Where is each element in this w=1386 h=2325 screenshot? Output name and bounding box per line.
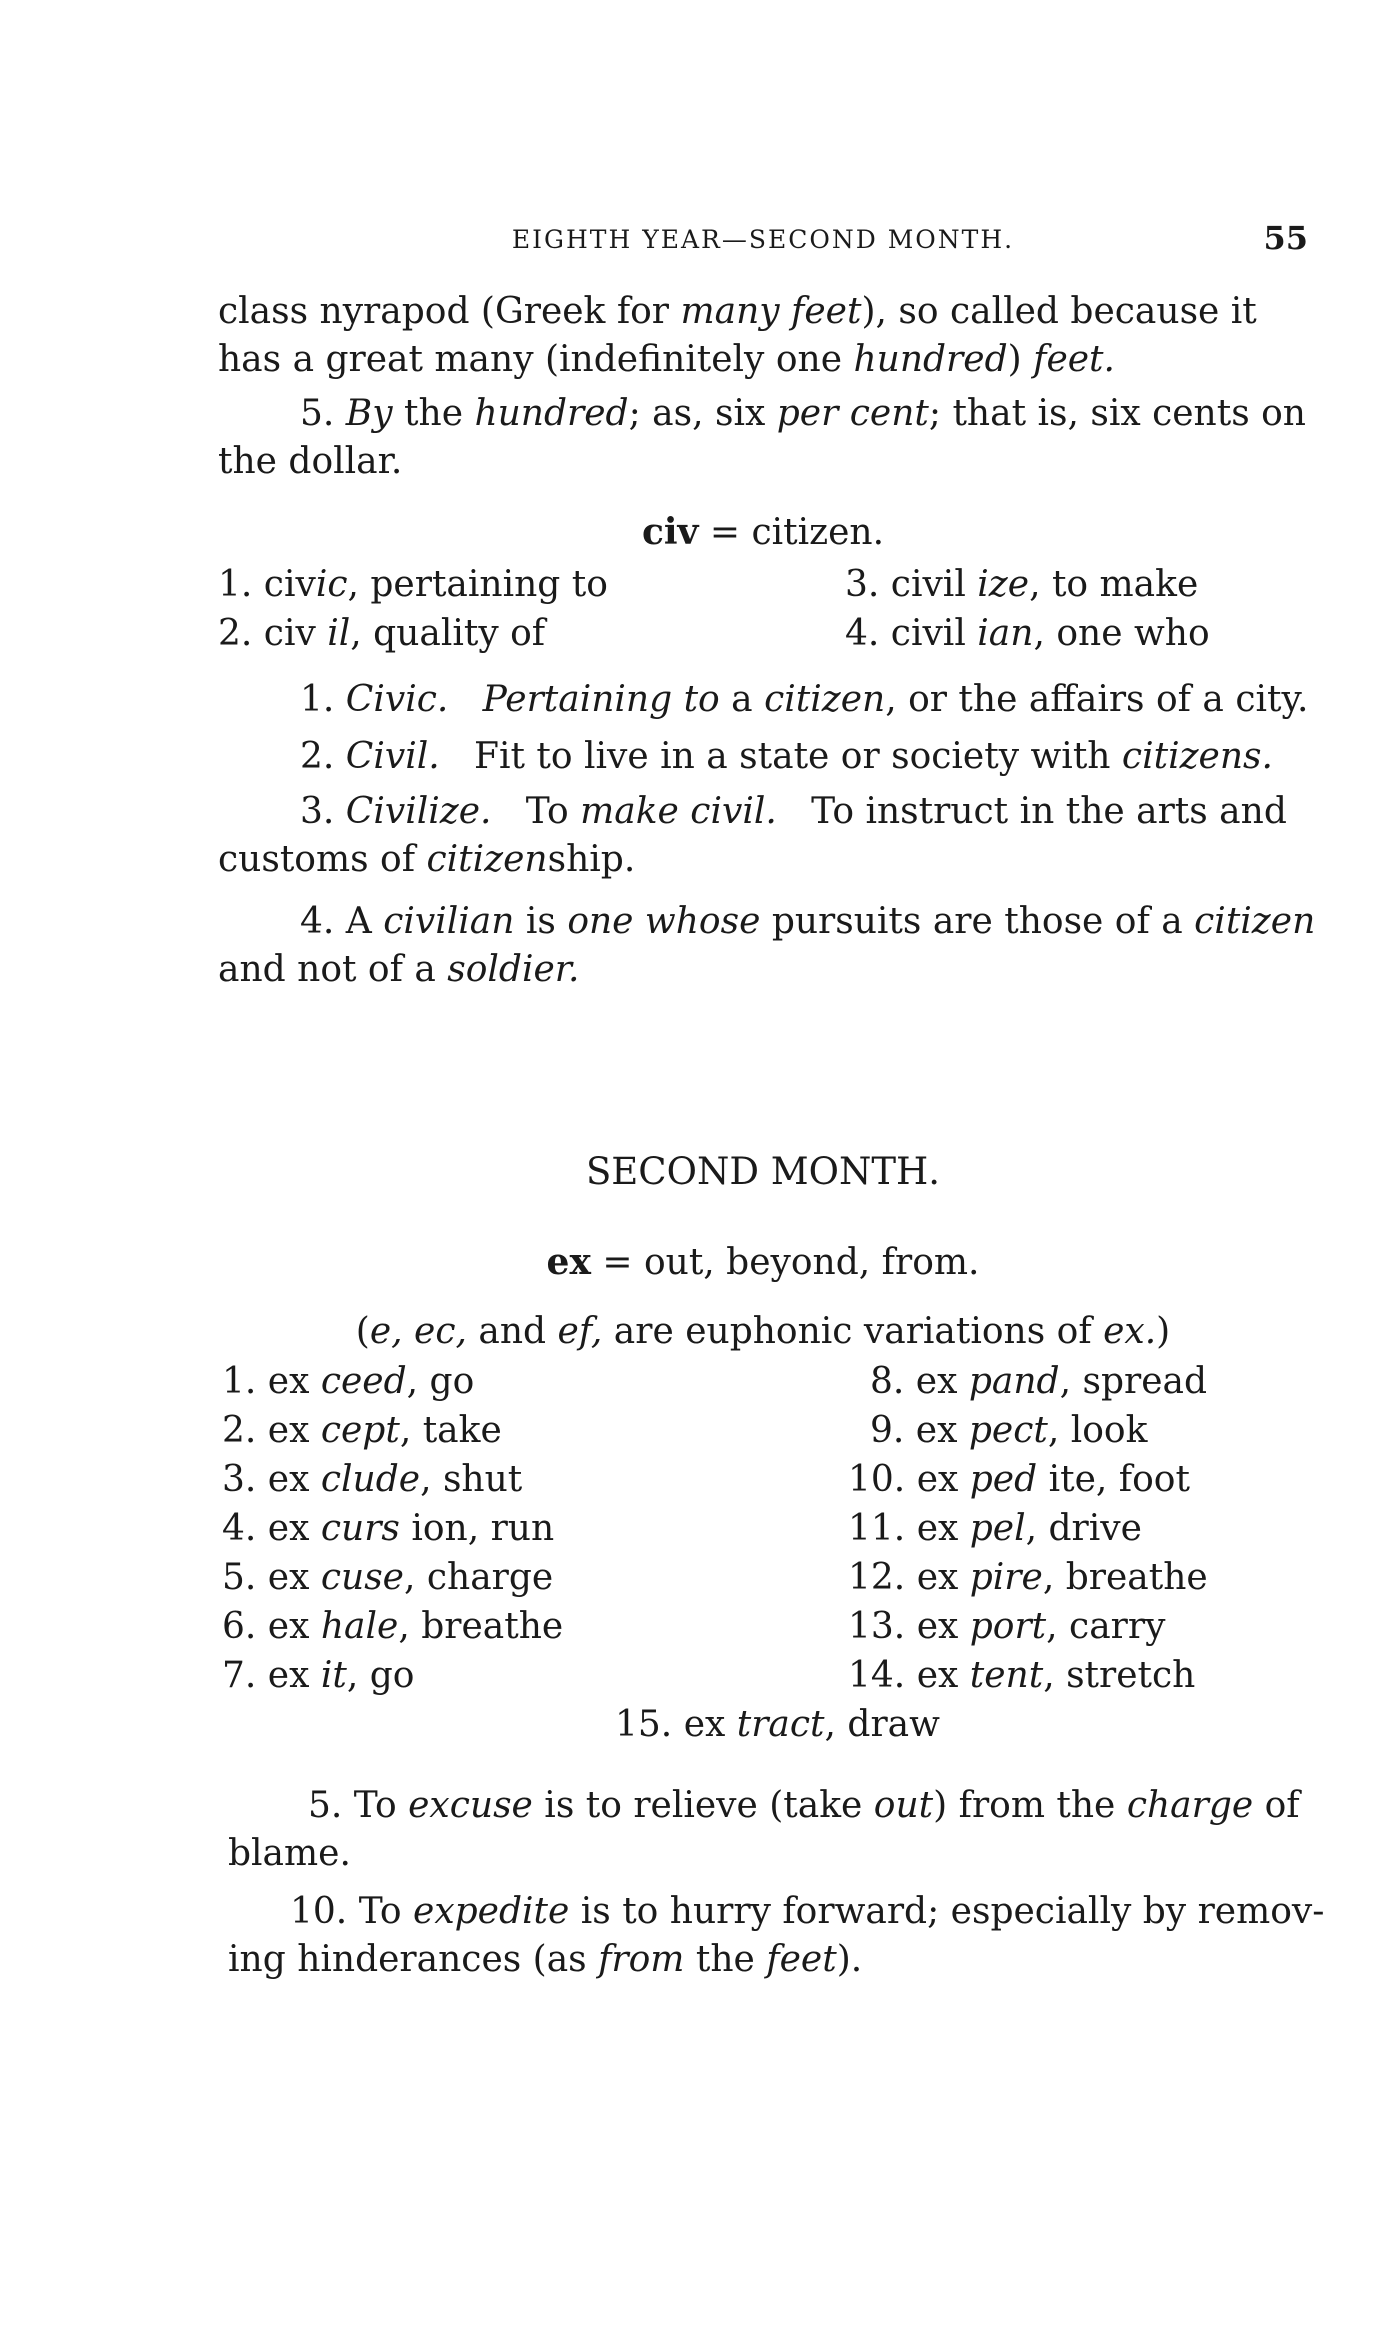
text-run: is xyxy=(514,901,568,942)
list-item xyxy=(870,1409,1147,1453)
text-run: ing hinderances (as xyxy=(228,1939,599,1980)
item-root: pect xyxy=(968,1410,1048,1451)
item-root: hale xyxy=(320,1606,399,1647)
root-word: civ xyxy=(641,511,699,553)
text-run-italic: civilian xyxy=(383,901,515,942)
item-suffix: il xyxy=(327,613,351,654)
text-run-italic: per cent xyxy=(776,393,929,434)
text-run: 4. A xyxy=(300,901,384,942)
item-prefix: 12. ex xyxy=(848,1557,970,1598)
item-gloss: , pertaining to xyxy=(347,564,608,605)
item-root: ceed xyxy=(320,1361,407,1402)
item-gloss: ion, run xyxy=(399,1508,555,1549)
item-root: clude xyxy=(320,1459,421,1500)
list-item xyxy=(848,1507,1142,1551)
text-run-italic: citizens. xyxy=(1121,736,1273,777)
item-gloss: , charge xyxy=(403,1557,554,1598)
text-run-italic: citizen xyxy=(764,679,886,720)
text-line xyxy=(218,290,1257,334)
text-run-italic: citizen xyxy=(1194,901,1316,942)
item-gloss: , take xyxy=(399,1410,502,1451)
list-item xyxy=(218,612,545,656)
text-run: is to relieve (take xyxy=(532,1785,874,1826)
text-run-italic: Civilize. xyxy=(345,791,492,832)
definition-line xyxy=(300,790,1287,834)
item-prefix: 15. ex xyxy=(615,1704,737,1745)
running-header xyxy=(218,219,1308,265)
list-item xyxy=(222,1556,553,1600)
item-gloss: , look xyxy=(1047,1410,1148,1451)
item-suffix: ic xyxy=(315,564,348,605)
item-root: tract xyxy=(736,1704,825,1745)
item-root: pire xyxy=(969,1557,1043,1598)
item-prefix: 1. ex xyxy=(222,1361,321,1402)
page-number: 55 xyxy=(1263,219,1308,257)
item-prefix: 5. ex xyxy=(222,1557,321,1598)
definition-line xyxy=(300,678,1308,722)
item-root: pand xyxy=(968,1361,1060,1402)
text-run-italic: citizen xyxy=(426,839,548,880)
item-prefix: 3. civil xyxy=(845,564,978,605)
text-run: blame. xyxy=(228,1833,351,1874)
text-run-italic: Pertaining to xyxy=(482,679,720,720)
item-prefix: 2. civ xyxy=(218,613,328,654)
item-gloss: ite, foot xyxy=(1037,1459,1190,1500)
text-run-italic: expedite xyxy=(413,1891,570,1932)
list-item xyxy=(870,1360,1207,1404)
text-run: of xyxy=(1253,1785,1300,1826)
text-run: 3. xyxy=(300,791,346,832)
item-root: tent xyxy=(969,1655,1044,1696)
root-heading-ex xyxy=(218,1240,1308,1285)
text-run-italic: Civic. xyxy=(345,679,449,720)
item-root: ped xyxy=(969,1459,1038,1500)
section-title: SECOND MONTH. xyxy=(585,1150,941,1193)
list-item xyxy=(222,1458,522,1502)
item-root: cuse xyxy=(320,1557,404,1598)
list-item xyxy=(848,1556,1208,1600)
root-definition: = citizen. xyxy=(698,512,885,553)
item-prefix: 13. ex xyxy=(848,1606,970,1647)
text-line xyxy=(228,1832,351,1876)
text-run-italic: soldier. xyxy=(447,949,580,990)
text-run: has a great many (indefinitely one xyxy=(218,339,854,380)
text-run-italic: excuse xyxy=(408,1785,533,1826)
item-prefix: 11. ex xyxy=(848,1508,970,1549)
item-root: curs xyxy=(320,1508,400,1549)
list-item xyxy=(848,1458,1190,1502)
item-root: cept xyxy=(320,1410,400,1451)
item-prefix: 14. ex xyxy=(848,1655,970,1696)
item-prefix: 4. civil xyxy=(845,613,978,654)
text-run: 1. xyxy=(300,679,346,720)
item-gloss: , stretch xyxy=(1043,1655,1196,1696)
text-run: 2. xyxy=(300,736,346,777)
text-run: customs of xyxy=(218,839,427,880)
item-prefix: 7. ex xyxy=(222,1655,321,1696)
running-title: EIGHTH YEAR—SECOND MONTH. xyxy=(511,225,1015,254)
text-line xyxy=(308,1784,1300,1828)
item-prefix: 10. ex xyxy=(848,1459,970,1500)
item-prefix: 6. ex xyxy=(222,1606,321,1647)
text-run-italic: feet xyxy=(766,1939,837,1980)
text-run-italic: out xyxy=(873,1785,934,1826)
list-item xyxy=(848,1654,1195,1698)
item-prefix: 4. ex xyxy=(222,1508,321,1549)
root-word: ex xyxy=(546,1241,591,1283)
item-prefix: 1. civ xyxy=(218,564,316,605)
item-root: it xyxy=(320,1655,347,1696)
root-definition: = out, beyond, from. xyxy=(590,1242,980,1283)
list-item xyxy=(222,1360,474,1404)
list-item xyxy=(845,563,1198,607)
item-gloss: , drive xyxy=(1025,1508,1142,1549)
list-item xyxy=(848,1605,1165,1649)
text-run-italic: e, ec, xyxy=(369,1311,467,1352)
text-run-italic: ex. xyxy=(1103,1311,1157,1352)
text-run-italic: hundred xyxy=(474,393,629,434)
euphonic-note xyxy=(218,1310,1308,1354)
text-run: and not of a xyxy=(218,949,448,990)
text-run: the xyxy=(392,393,475,434)
text-run: ) from the xyxy=(933,1785,1127,1826)
item-prefix: 3. ex xyxy=(222,1459,321,1500)
item-gloss: , breathe xyxy=(398,1606,564,1647)
list-item xyxy=(218,563,608,607)
item-suffix: ize xyxy=(977,564,1030,605)
text-run-italic: feet. xyxy=(1033,339,1115,380)
text-run: To instruct in the arts and xyxy=(811,791,1287,832)
list-item xyxy=(222,1605,563,1649)
list-item xyxy=(222,1654,414,1698)
list-item xyxy=(222,1409,502,1453)
text-run: ) xyxy=(1007,339,1034,380)
text-run: 5. To xyxy=(308,1785,409,1826)
text-run-italic: one whose xyxy=(567,901,761,942)
text-run: the dollar. xyxy=(218,441,403,482)
text-run: ; as, six xyxy=(628,393,777,434)
text-run: ( xyxy=(355,1311,370,1352)
item-gloss: , draw xyxy=(824,1704,940,1745)
text-run: a xyxy=(719,679,765,720)
definition-line xyxy=(300,900,1315,944)
item-gloss: , one who xyxy=(1033,613,1210,654)
text-run: ) xyxy=(1156,1311,1171,1352)
definition-line xyxy=(218,948,580,992)
item-prefix: 2. ex xyxy=(222,1410,321,1451)
text-run-italic: hundred xyxy=(853,339,1008,380)
text-run: 5. xyxy=(300,393,346,434)
text-run-italic: from xyxy=(598,1939,685,1980)
item-gloss: , go xyxy=(346,1655,415,1696)
list-item xyxy=(615,1703,940,1747)
text-line xyxy=(218,440,402,484)
text-run: class nyrapod (Greek for xyxy=(218,291,681,332)
item-gloss: , shut xyxy=(420,1459,523,1500)
item-prefix: 8. ex xyxy=(870,1361,969,1402)
item-gloss: , go xyxy=(406,1361,475,1402)
text-run-italic: make civil. xyxy=(580,791,777,832)
text-line xyxy=(218,338,1115,382)
text-line xyxy=(300,392,1306,436)
item-gloss: , quality of xyxy=(350,613,546,654)
text-run: To xyxy=(525,791,581,832)
text-run-italic: By xyxy=(345,393,393,434)
text-run: the xyxy=(684,1939,767,1980)
text-run-italic: ef, xyxy=(557,1311,603,1352)
definition-line xyxy=(300,735,1273,779)
text-run: is to hurry forward; especially by remov- xyxy=(569,1891,1325,1932)
item-suffix: ian xyxy=(977,613,1034,654)
text-run: pursuits are those of a xyxy=(760,901,1195,942)
item-gloss: , carry xyxy=(1046,1606,1166,1647)
text-run: ), so called because it xyxy=(861,291,1257,332)
definition-line xyxy=(218,838,635,882)
text-run: ship. xyxy=(547,839,636,880)
text-run: ). xyxy=(836,1939,863,1980)
text-run: 10. To xyxy=(290,1891,414,1932)
text-line xyxy=(290,1890,1324,1934)
text-run: Fit to live in a state or society with xyxy=(474,736,1122,777)
item-gloss: , spread xyxy=(1059,1361,1208,1402)
text-run: ; that is, six cents on xyxy=(928,393,1306,434)
text-run-italic: Civil. xyxy=(345,736,440,777)
item-root: port xyxy=(969,1606,1047,1647)
text-run-italic: many feet xyxy=(680,291,862,332)
text-line xyxy=(228,1938,862,1982)
text-run: are euphonic variations of xyxy=(602,1311,1104,1352)
item-gloss: , to make xyxy=(1029,564,1199,605)
item-gloss: , breathe xyxy=(1042,1557,1208,1598)
list-item xyxy=(845,612,1210,656)
item-root: pel xyxy=(969,1508,1026,1549)
text-run: and xyxy=(466,1311,558,1352)
item-prefix: 9. ex xyxy=(870,1410,969,1451)
list-item xyxy=(222,1507,554,1551)
root-heading-civ xyxy=(218,510,1308,555)
text-run: , or the affairs of a city. xyxy=(885,679,1309,720)
text-run-italic: charge xyxy=(1126,1785,1254,1826)
